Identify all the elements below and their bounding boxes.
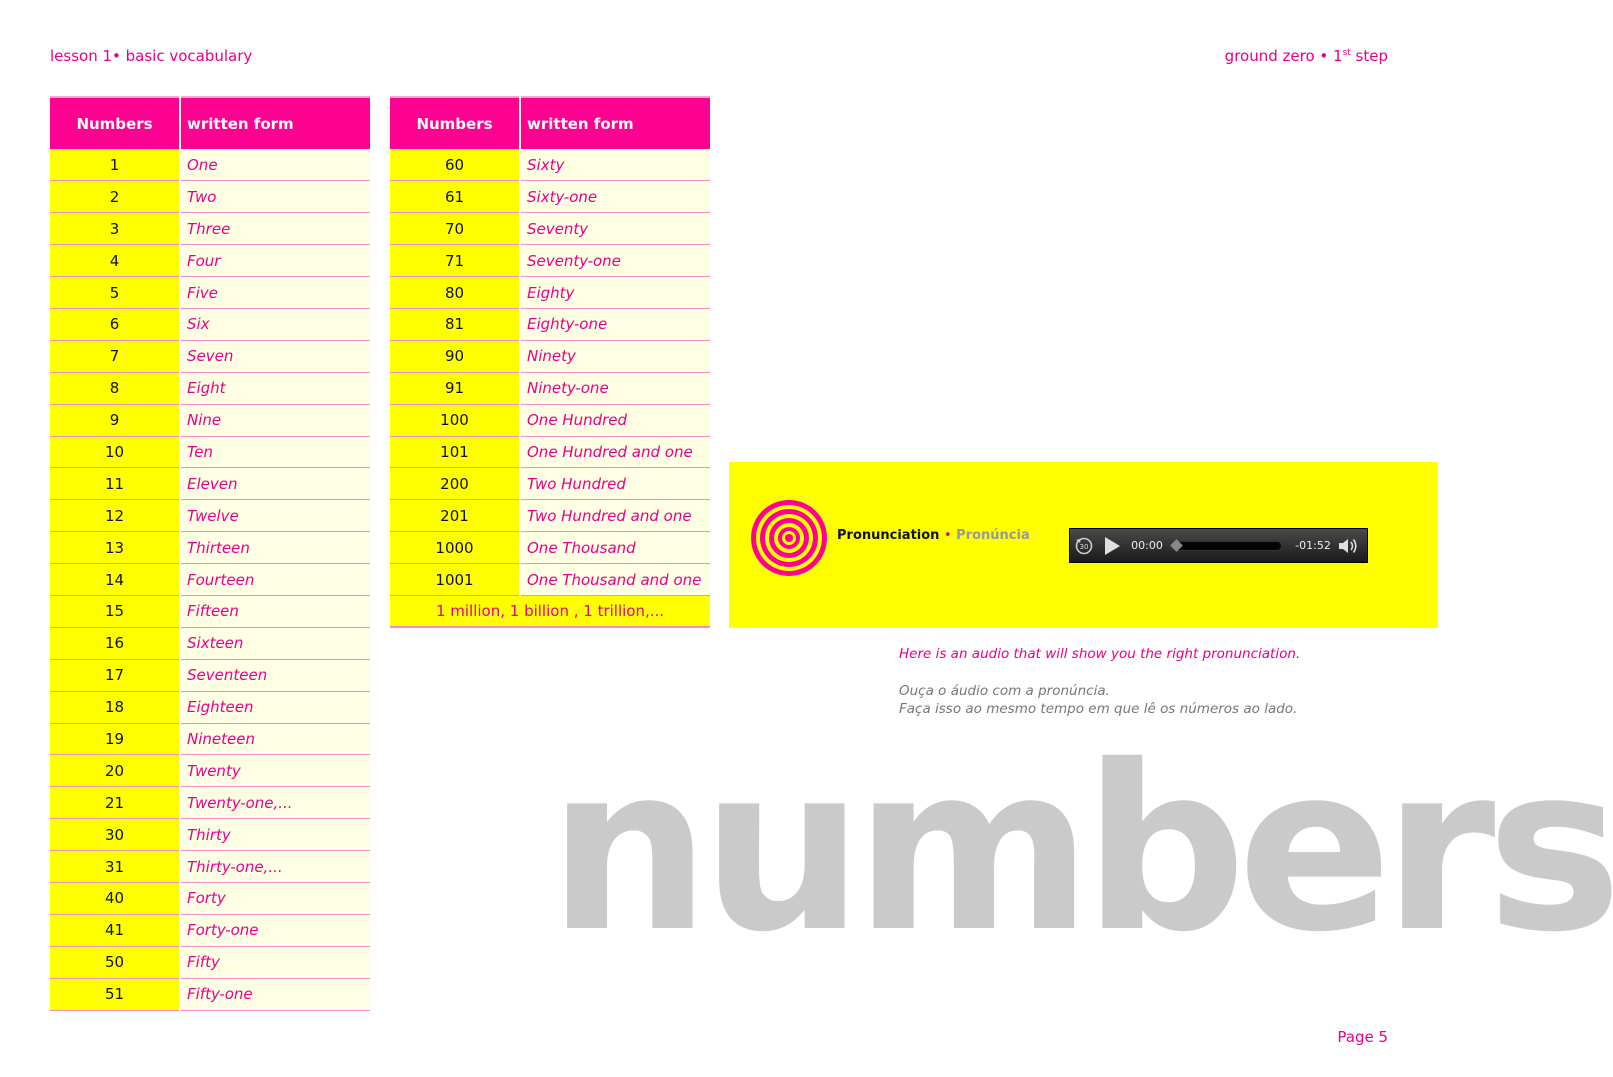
large-numbers-note: 1 million, 1 billion , 1 trillion,...: [390, 595, 710, 627]
course-step: [1225, 47, 1388, 65]
number-cell: 11: [50, 468, 180, 500]
number-cell: 41: [50, 914, 180, 946]
table-row: [50, 404, 370, 436]
seek-handle[interactable]: [1170, 539, 1183, 552]
audio-instructions-pt: [899, 682, 1297, 718]
course-step-ordinal: st: [1342, 48, 1351, 58]
number-cell: 31: [50, 851, 180, 883]
number-cell: 8: [50, 372, 180, 404]
number-cell: 90: [390, 340, 520, 372]
numbers-column-header: Numbers: [50, 97, 180, 149]
table-row: [390, 436, 710, 468]
number-cell: 21: [50, 787, 180, 819]
table-row: [390, 500, 710, 532]
table-row: [390, 245, 710, 277]
course-step-prefix: ground zero • 1: [1224, 47, 1343, 65]
written-form-cell: Fifteen: [180, 595, 370, 627]
svg-text:30: 30: [1079, 542, 1089, 551]
number-cell: 51: [50, 978, 180, 1010]
table-row: [50, 595, 370, 627]
table-row: [50, 564, 370, 596]
number-cell: 2: [50, 181, 180, 213]
table-row: [50, 819, 370, 851]
number-cell: 12: [50, 500, 180, 532]
number-cell: 1000: [390, 532, 520, 564]
written-form-cell: Two: [180, 181, 370, 213]
table-header-row: [390, 97, 710, 149]
written-form-cell: Eighteen: [180, 691, 370, 723]
table-row: [50, 436, 370, 468]
number-cell: 100: [390, 404, 520, 436]
written-form-cell: Ninety: [520, 340, 710, 372]
table-row: [390, 181, 710, 213]
written-form-cell: Nine: [180, 404, 370, 436]
written-form-cell: Nineteen: [180, 723, 370, 755]
written-form-cell: Eight: [180, 372, 370, 404]
table-row: [50, 500, 370, 532]
written-form-cell: Eleven: [180, 468, 370, 500]
written-form-cell: Fifty: [180, 946, 370, 978]
written-form-cell: One Hundred and one: [520, 436, 710, 468]
number-cell: 60: [390, 149, 520, 181]
number-cell: 6: [50, 308, 180, 340]
written-form-cell: Eighty: [520, 277, 710, 309]
number-cell: 15: [50, 595, 180, 627]
number-cell: 70: [390, 213, 520, 245]
number-cell: 80: [390, 277, 520, 309]
table-row: [390, 340, 710, 372]
time-elapsed: 00:00: [1131, 539, 1163, 552]
written-form-cell: Two Hundred: [520, 468, 710, 500]
table-row: [390, 308, 710, 340]
volume-icon: [1337, 536, 1359, 556]
table-row: [50, 659, 370, 691]
play-button[interactable]: [1098, 529, 1126, 562]
pronunciation-label-en: Pronunciation: [837, 528, 940, 543]
written-form-cell: Twenty-one,...: [180, 787, 370, 819]
number-cell: 81: [390, 308, 520, 340]
seek-bar[interactable]: [1174, 541, 1282, 551]
volume-button[interactable]: [1334, 529, 1362, 562]
table-row: [390, 532, 710, 564]
written-form-cell: Thirty-one,...: [180, 851, 370, 883]
number-cell: 10: [50, 436, 180, 468]
table-row: [50, 723, 370, 755]
audio-player: [1069, 528, 1368, 563]
audio-instructions-pt-line2: Faça isso ao mesmo tempo em que lê os números ao lado.: [899, 701, 1298, 717]
number-cell: 200: [390, 468, 520, 500]
written-form-column-header: written form: [180, 97, 370, 149]
table-row: [50, 691, 370, 723]
table-row: [50, 978, 370, 1010]
audio-instructions-en: Here is an audio that will show you the right pronunciation.: [899, 646, 1301, 662]
table-row: [50, 946, 370, 978]
table-row: [50, 181, 370, 213]
table-row: [50, 532, 370, 564]
written-form-cell: Eighty-one: [520, 308, 710, 340]
numbers-table-left: [50, 96, 370, 1011]
page-number: Page 5: [1337, 1028, 1388, 1046]
written-form-cell: Thirteen: [180, 532, 370, 564]
table-row: [50, 245, 370, 277]
written-form-cell: Six: [180, 308, 370, 340]
number-cell: 5: [50, 277, 180, 309]
numbers-table-right: [390, 96, 710, 628]
number-cell: 18: [50, 691, 180, 723]
written-form-cell: Fifty-one: [180, 978, 370, 1010]
number-cell: 61: [390, 181, 520, 213]
written-form-cell: Sixty: [520, 149, 710, 181]
lesson-title: lesson 1• basic vocabulary: [50, 47, 253, 65]
written-form-cell: One: [180, 149, 370, 181]
table-row: [50, 851, 370, 883]
table-row: [390, 149, 710, 181]
table-row: [390, 468, 710, 500]
table-row: [50, 277, 370, 309]
table-row: [390, 564, 710, 596]
table-row: [390, 404, 710, 436]
number-cell: 14: [50, 564, 180, 596]
number-cell: 50: [50, 946, 180, 978]
audio-section: [729, 462, 1438, 628]
written-form-cell: Thirty: [180, 819, 370, 851]
table-row: [390, 372, 710, 404]
written-form-cell: Twenty: [180, 755, 370, 787]
rewind-30-button[interactable]: [1070, 529, 1098, 562]
numbers-table-left-body: [50, 149, 370, 1010]
number-cell: 17: [50, 659, 180, 691]
written-form-cell: Ten: [180, 436, 370, 468]
table-row: [50, 468, 370, 500]
number-cell: 1: [50, 149, 180, 181]
audio-instructions-pt-line1: Ouça o áudio com a pronúncia.: [899, 683, 1110, 699]
table-footer-row: [390, 595, 710, 627]
table-header-row: [50, 97, 370, 149]
written-form-cell: Forty-one: [180, 914, 370, 946]
written-form-cell: Sixty-one: [520, 181, 710, 213]
table-row: [50, 882, 370, 914]
number-cell: 13: [50, 532, 180, 564]
number-cell: 19: [50, 723, 180, 755]
number-cell: 30: [50, 819, 180, 851]
number-cell: 201: [390, 500, 520, 532]
written-form-cell: Two Hundred and one: [520, 500, 710, 532]
written-form-cell: One Thousand and one: [520, 564, 710, 596]
written-form-cell: Five: [180, 277, 370, 309]
table-row: [50, 787, 370, 819]
written-form-cell: Forty: [180, 882, 370, 914]
number-cell: 71: [390, 245, 520, 277]
numbers-column-header: Numbers: [390, 97, 520, 149]
written-form-cell: Twelve: [180, 500, 370, 532]
label-separator: •: [943, 528, 952, 543]
number-cell: 3: [50, 213, 180, 245]
number-cell: 40: [50, 882, 180, 914]
table-row: [50, 914, 370, 946]
time-remaining: -01:52: [1295, 539, 1331, 552]
number-cell: 7: [50, 340, 180, 372]
play-icon: [1103, 536, 1121, 556]
number-cell: 91: [390, 372, 520, 404]
number-cell: 101: [390, 436, 520, 468]
written-form-cell: Seventy: [520, 213, 710, 245]
table-row: [50, 372, 370, 404]
number-cell: 9: [50, 404, 180, 436]
table-row: [50, 627, 370, 659]
table-row: [390, 213, 710, 245]
table-row: [50, 340, 370, 372]
written-form-cell: Four: [180, 245, 370, 277]
written-form-cell: Sixteen: [180, 627, 370, 659]
written-form-cell: Seventeen: [180, 659, 370, 691]
written-form-cell: Seven: [180, 340, 370, 372]
pronunciation-label: [837, 528, 1030, 543]
number-cell: 16: [50, 627, 180, 659]
table-row: [50, 149, 370, 181]
number-cell: 1001: [390, 564, 520, 596]
pronunciation-label-pt: Pronúncia: [956, 528, 1030, 543]
numbers-table-right-body: [390, 149, 710, 595]
written-form-cell: One Hundred: [520, 404, 710, 436]
table-row: [50, 213, 370, 245]
number-cell: 20: [50, 755, 180, 787]
course-step-suffix: step: [1350, 47, 1388, 65]
written-form-column-header: written form: [520, 97, 710, 149]
target-icon: [749, 498, 829, 578]
rewind-30-icon: [1074, 536, 1094, 556]
written-form-cell: Seventy-one: [520, 245, 710, 277]
section-title-numbers: numbers: [548, 716, 1613, 982]
written-form-cell: Fourteen: [180, 564, 370, 596]
table-row: [50, 755, 370, 787]
written-form-cell: One Thousand: [520, 532, 710, 564]
table-row: [50, 308, 370, 340]
number-cell: 4: [50, 245, 180, 277]
written-form-cell: Ninety-one: [520, 372, 710, 404]
written-form-cell: Three: [180, 213, 370, 245]
table-row: [390, 277, 710, 309]
